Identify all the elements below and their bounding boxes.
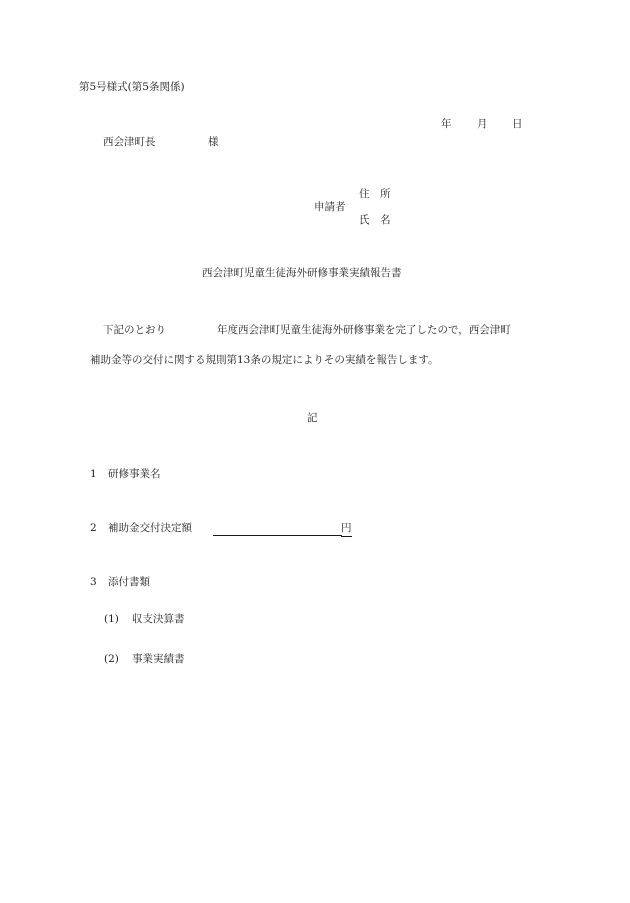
- address-label: 住 所: [359, 188, 391, 200]
- addressee-honorific: 様: [208, 136, 219, 148]
- document-title: 西会津町児童生徒海外研修事業実績報告書: [202, 267, 402, 279]
- amount-unit: 円: [341, 523, 352, 537]
- item-label: 研修事業名: [108, 468, 161, 480]
- body-line1-end: 年度西会津町児童生徒海外研修事業を完了したので，西会津町: [217, 324, 511, 336]
- amount-field[interactable]: [213, 522, 342, 536]
- item-number: 2: [90, 522, 97, 534]
- attachment-number: (2): [104, 653, 119, 665]
- attachment-label: 事業実績書: [132, 653, 185, 665]
- item-label: 添付書類: [108, 576, 150, 588]
- attachment-number: (1): [104, 613, 119, 625]
- day-label: 日: [512, 118, 523, 130]
- body-line1-start: 下記のとおり: [103, 324, 166, 336]
- body-line2: 補助金等の交付に関する規則第13条の規定によりその実績を報告します。: [90, 354, 439, 366]
- item-number: 3: [90, 576, 97, 588]
- applicant-label: 申請者: [314, 201, 346, 213]
- ki-heading: 記: [307, 412, 318, 424]
- form-number: 第5号様式(第5条関係): [79, 81, 185, 93]
- month-label: 月: [477, 118, 488, 130]
- year-label: 年: [441, 118, 452, 130]
- attachment-label: 収支決算書: [132, 613, 185, 625]
- name-label: 氏 名: [359, 214, 391, 226]
- addressee-name: 西会津町長: [103, 136, 156, 148]
- item-label: 補助金交付決定額: [108, 522, 192, 534]
- item-number: 1: [90, 468, 97, 480]
